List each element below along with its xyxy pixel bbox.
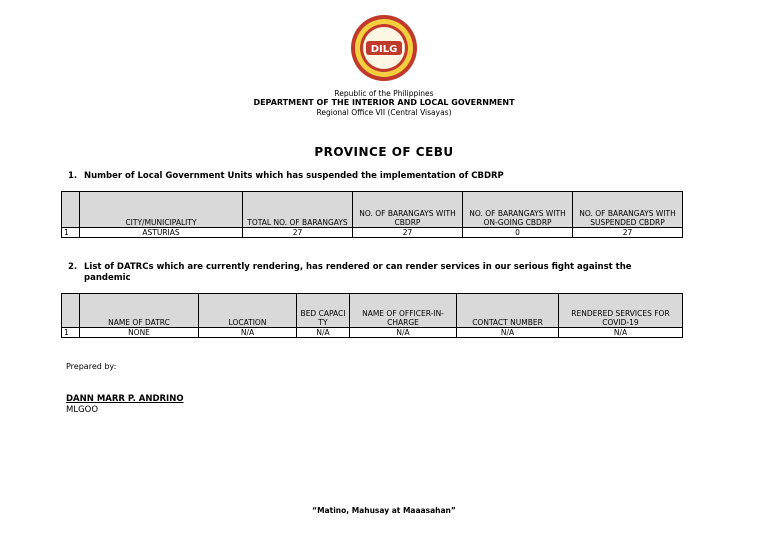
col-header: BED CAPACITY [297, 294, 350, 328]
datrc-table [61, 293, 683, 338]
section2-text-line1: List of DATRCs which are currently rendering, has rendered or can render services in our serious fight against the [84, 262, 632, 272]
col-header: NAME OF DATRC [80, 294, 199, 328]
logo-text: DILG [370, 44, 398, 55]
col-header [62, 192, 80, 228]
col-header: CITY/MUNICIPALITY [80, 192, 243, 228]
col-header: NO. OF BARANGAYS WITH CBDRP [353, 192, 463, 228]
signatory-position: MLGOO [66, 405, 99, 415]
section2-text-line2: pandemic [84, 273, 131, 283]
col-header: NO. OF BARANGAYS WITH ON-GOING CBDRP [463, 192, 573, 228]
col-header: TOTAL NO. OF BARANGAYS [243, 192, 353, 228]
table-cell: 27 [573, 228, 683, 238]
table-cell: N/A [199, 328, 297, 338]
header-department: DEPARTMENT OF THE INTERIOR AND LOCAL GOVERNMENT [253, 98, 515, 107]
lgu-table-header [62, 192, 683, 228]
header-regional-office: Regional Office VII (Central Visayas) [316, 108, 452, 117]
table-cell: N/A [559, 328, 683, 338]
section1-number: 1. [68, 171, 78, 181]
table-cell: 0 [463, 228, 573, 238]
signatory-name: DANN MARR P. ANDRINO [66, 394, 184, 404]
table-cell: ASTURIAS [80, 228, 243, 238]
table-cell: 27 [243, 228, 353, 238]
footer-motto: “Matino, Mahusay at Maaasahan” [312, 506, 456, 515]
table-row [62, 228, 683, 238]
table-cell: 27 [353, 228, 463, 238]
table-cell: NONE [80, 328, 199, 338]
section2-title [68, 262, 700, 284]
col-header: NO. OF BARANGAYS WITH SUSPENDED CBDRP [573, 192, 683, 228]
col-header: CONTACT NUMBER [457, 294, 559, 328]
header-republic: Republic of the Philippines [334, 89, 434, 98]
table-cell: N/A [350, 328, 457, 338]
section1-text: Number of Local Government Units which has suspended the implementation of CBDRP [84, 171, 504, 181]
col-header: RENDERED SERVICES FOR COVID-19 [559, 294, 683, 328]
dilg-seal-logo [350, 14, 418, 82]
table-cell: N/A [297, 328, 350, 338]
section2-number: 2. [68, 262, 78, 272]
prepared-by-label: Prepared by: [66, 362, 117, 371]
col-header: LOCATION [199, 294, 297, 328]
province-title: PROVINCE OF CEBU [314, 145, 454, 159]
table-cell: 1 [62, 328, 80, 338]
section1-title [68, 171, 504, 181]
table-row [62, 328, 683, 338]
col-header: NAME OF OFFICER-IN-CHARGE [350, 294, 457, 328]
table-cell: N/A [457, 328, 559, 338]
lgu-table [61, 191, 683, 238]
datrc-table-header [62, 294, 683, 328]
table-cell: 1 [62, 228, 80, 238]
col-header [62, 294, 80, 328]
